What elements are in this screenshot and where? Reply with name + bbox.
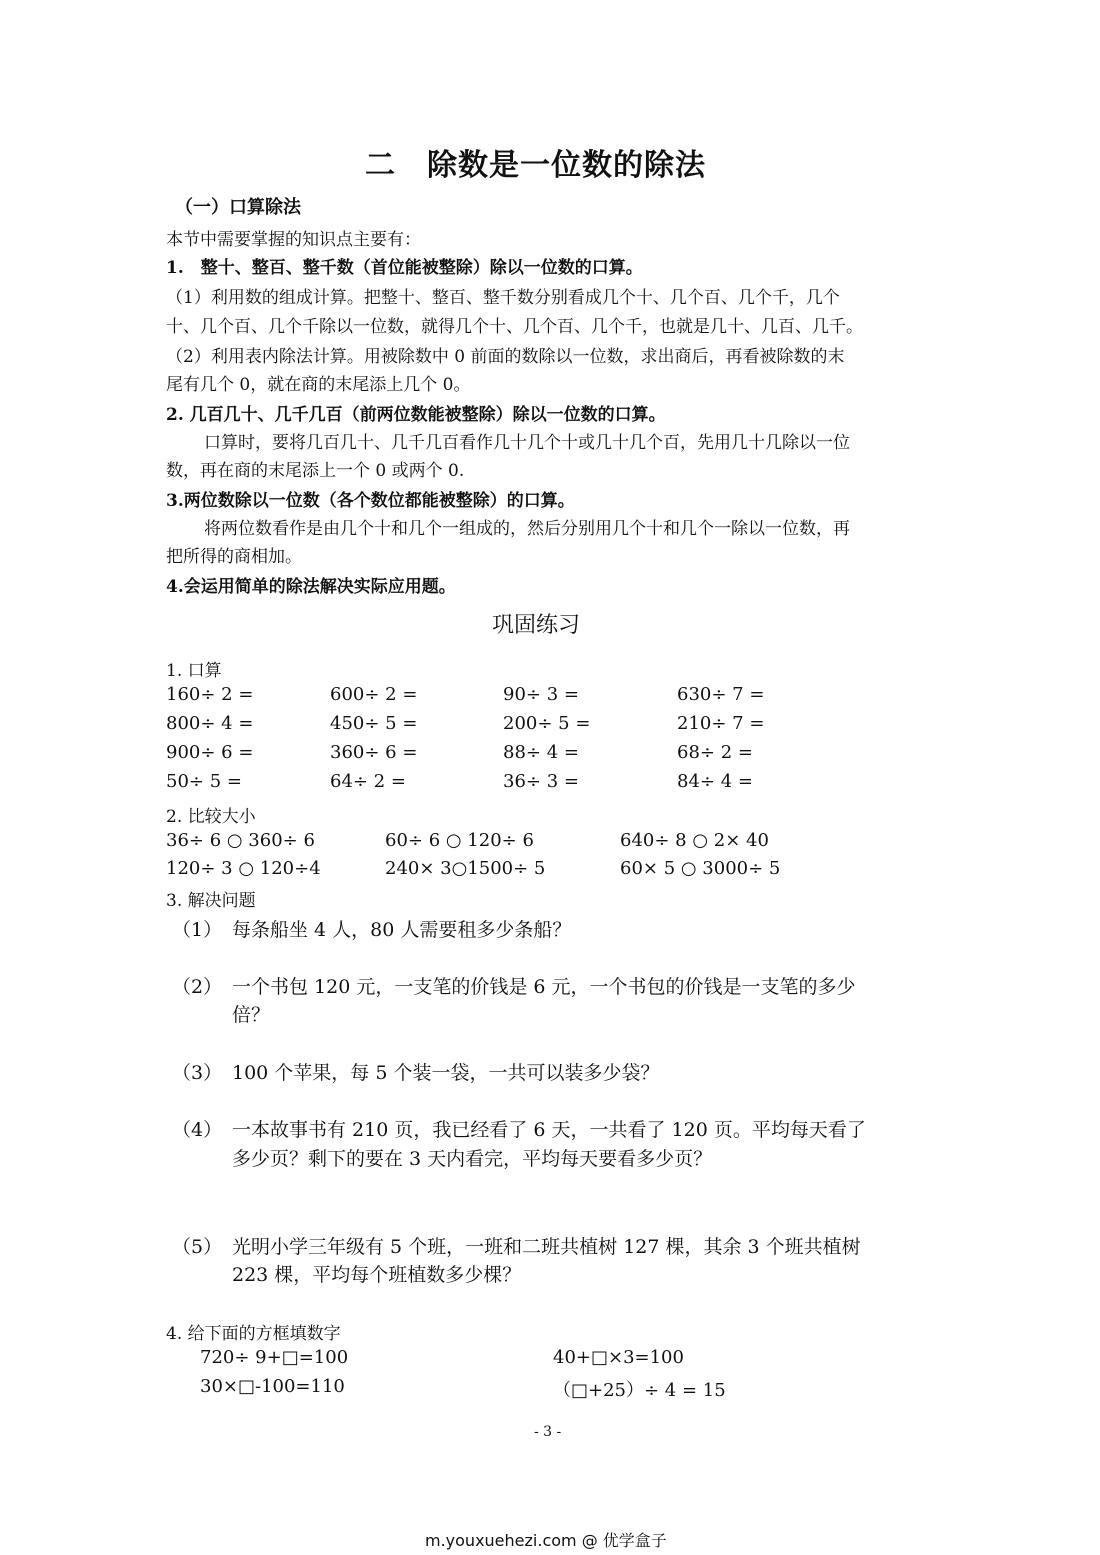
- calc-item: 450÷ 5 =: [330, 713, 418, 734]
- calc-item: 200÷ 5 =: [503, 713, 591, 734]
- q1-label: 1. 口算: [166, 661, 222, 681]
- compare-item: 120÷ 3 ○ 120÷4: [166, 858, 321, 879]
- compare-item: 60× 5 ○ 3000÷ 5: [620, 858, 781, 879]
- problem-text: 100 个苹果，每 5 个装一袋，一共可以装多少袋？: [232, 1062, 660, 1084]
- fill-box-item: 30×□-100=110: [200, 1376, 345, 1397]
- calc-item: 360÷ 6 =: [330, 742, 418, 763]
- compare-item: 60÷ 6 ○ 120÷ 6: [385, 830, 534, 851]
- calc-item: 36÷ 3 =: [503, 771, 579, 792]
- knowledge-1-p2-line1: （2）利用表内除法计算。用被除数中 0 前面的数除以一位数，求出商后，再看被除数的末: [166, 347, 845, 367]
- compare-item: 36÷ 6 ○ 360÷ 6: [166, 830, 315, 851]
- calc-item: 900÷ 6 =: [166, 742, 254, 763]
- problem-text: 每条船坐 4 人，80 人需要租多少条船？: [232, 919, 572, 941]
- problem-number: （1）: [172, 919, 223, 941]
- knowledge-4-heading: 4.会运用简单的除法解决实际应用题。: [166, 577, 456, 597]
- knowledge-1-heading: 1. 整十、整百、整千数（首位能被整除）除以一位数的口算。: [166, 258, 643, 278]
- knowledge-1-p1-line1: （1）利用数的组成计算。把整十、整百、整千数分别看成几个十、几个百、几个千，几个: [166, 288, 840, 308]
- calc-item: 50÷ 5 =: [166, 771, 242, 792]
- calc-item: 64÷ 2 =: [330, 771, 406, 792]
- calc-item: 88÷ 4 =: [503, 742, 579, 763]
- q4-label: 4. 给下面的方框填数字: [166, 1324, 341, 1344]
- calc-item: 68÷ 2 =: [677, 742, 753, 763]
- q3-label: 3. 解决问题: [166, 891, 256, 911]
- compare-item: 640÷ 8 ○ 2× 40: [620, 830, 769, 851]
- calc-item: 600÷ 2 =: [330, 684, 418, 705]
- calc-item: 210÷ 7 =: [677, 713, 765, 734]
- knowledge-2-line2: 数，再在商的末尾添上一个 0 或两个 0.: [166, 461, 465, 481]
- problem-text-cont: 多少页？剩下的要在 3 天内看完，平均每天要看多少页？: [232, 1148, 713, 1170]
- problem-number: （3）: [172, 1062, 223, 1084]
- fill-box-item: （□+25）÷ 4 = 15: [553, 1380, 726, 1401]
- fill-box-item: 720÷ 9+□=100: [200, 1347, 349, 1368]
- calc-item: 84÷ 4 =: [677, 771, 753, 792]
- knowledge-2-heading: 2. 几百几十、几千几百（前两位数能被整除）除以一位数的口算。: [166, 405, 666, 425]
- knowledge-3-line2: 把所得的商相加。: [166, 547, 302, 567]
- calc-item: 160÷ 2 =: [166, 684, 254, 705]
- page-title: 二 除数是一位数的除法: [365, 148, 706, 183]
- knowledge-1-p2-line2: 尾有几个 0，就在商的末尾添上几个 0。: [166, 375, 471, 395]
- problem-number: （4）: [172, 1119, 223, 1141]
- knowledge-2-line1: 口算时，要将几百几十、几千几百看作几十几个十或几十几个百，先用几十几除以一位: [204, 433, 850, 453]
- problem-number: （5）: [172, 1236, 223, 1258]
- calc-item: 630÷ 7 =: [677, 684, 765, 705]
- page-number: - 3 -: [534, 1424, 562, 1440]
- knowledge-3-line1: 将两位数看作是由几个十和几个一组成的，然后分别用几个十和几个一除以一位数，再: [204, 519, 850, 539]
- knowledge-3-heading: 3.两位数除以一位数（各个数位都能被整除）的口算。: [166, 491, 575, 511]
- knowledge-1-p1-line2: 十、几个百、几个千除以一位数，就得几个十、几个百、几个千，也就是几十、几百、几千。: [166, 317, 863, 337]
- intro-text: 本节中需要掌握的知识点主要有：: [166, 230, 421, 250]
- calc-item: 90÷ 3 =: [503, 684, 579, 705]
- problem-text: 光明小学三年级有 5 个班，一班和二班共植树 127 棵，其余 3 个班共植树: [232, 1236, 861, 1258]
- practice-title: 巩固练习: [492, 613, 581, 638]
- problem-text: 一本故事书有 210 页，我已经看了 6 天，一共看了 120 页。平均每天看了: [232, 1119, 866, 1141]
- compare-item: 240× 3○1500÷ 5: [385, 858, 546, 879]
- calc-item: 800÷ 4 =: [166, 713, 254, 734]
- problem-number: （2）: [172, 976, 223, 998]
- problem-text: 一个书包 120 元，一支笔的价钱是 6 元，一个书包的价钱是一支笔的多少: [232, 976, 856, 998]
- footer-watermark: m.youxuehezi.com @ 优学盒子: [425, 1531, 667, 1550]
- fill-box-item: 40+□×3=100: [553, 1347, 684, 1368]
- section-heading: （一）口算除法: [175, 197, 301, 218]
- problem-text-cont: 倍？: [232, 1004, 271, 1026]
- problem-text-cont: 223 棵，平均每个班植数多少棵？: [232, 1264, 522, 1286]
- q2-label: 2. 比较大小: [166, 807, 256, 827]
